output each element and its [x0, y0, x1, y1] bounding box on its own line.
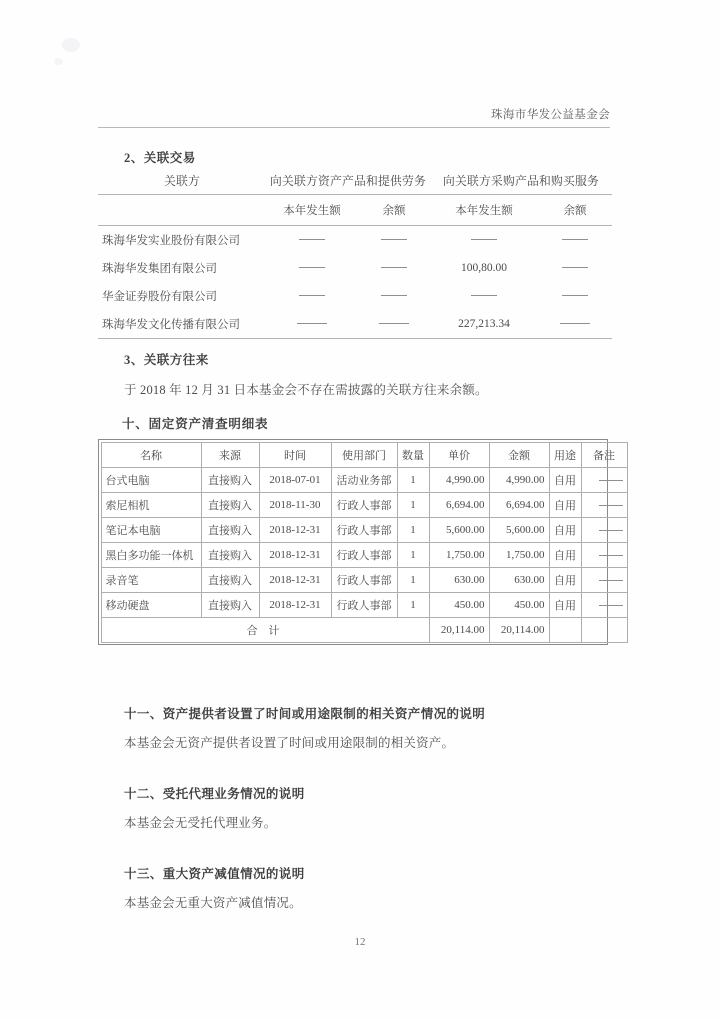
- em-dash-placeholder: [297, 323, 327, 324]
- asset-quantity: 1: [397, 567, 429, 592]
- asset-name: 台式电脑: [101, 467, 201, 492]
- subheader-sales-balance: 余额: [382, 205, 406, 217]
- column-header-4: 数量: [397, 442, 429, 467]
- section-3-body: 于 2018 年 12 月 31 日本基金会不存在需披露的关联方往来余额。: [124, 383, 488, 397]
- table-row: [98, 282, 612, 310]
- em-dash-placeholder: [471, 295, 497, 296]
- asset-source: 直接购入: [201, 467, 259, 492]
- asset-date: 2018-12-31: [259, 517, 331, 542]
- asset-name: 移动硬盘: [101, 592, 201, 617]
- section-3-title: 3、关联方往来: [124, 353, 209, 367]
- asset-unit-price: 6,694.00: [429, 492, 489, 517]
- asset-department: 行政人事部: [331, 542, 397, 567]
- related-party-name: 珠海华发集团有限公司: [102, 263, 217, 275]
- asset-quantity: 1: [397, 467, 429, 492]
- em-dash-placeholder: [562, 239, 588, 240]
- asset-remark: [581, 592, 627, 617]
- cell-purchases-balance: [538, 254, 612, 282]
- em-dash-placeholder: [299, 295, 325, 296]
- section-12-title: 十二、受托代理业务情况的说明: [124, 787, 305, 801]
- asset-department: 行政人事部: [331, 517, 397, 542]
- table-row: [98, 254, 612, 282]
- asset-department: 活动业务部: [331, 467, 397, 492]
- section-12-body: 本基金会无受托代理业务。: [124, 816, 277, 830]
- asset-unit-price: 5,600.00: [429, 517, 489, 542]
- column-header-8: 备注: [581, 442, 627, 467]
- column-header-2: 时间: [259, 442, 331, 467]
- cell-sales-current: [266, 282, 358, 310]
- asset-amount: 4,990.00: [489, 467, 549, 492]
- table-rule-row: [98, 338, 612, 339]
- subheader-blank: [98, 195, 266, 225]
- fixed-assets-footer: [101, 617, 627, 642]
- em-dash-placeholder: [381, 295, 407, 296]
- asset-quantity: 1: [397, 517, 429, 542]
- fixed-assets-rows: [101, 467, 627, 617]
- section-11-body: 本基金会无资产提供者设置了时间或用途限制的相关资产。: [124, 736, 455, 750]
- cell-sales-balance: [358, 226, 430, 254]
- cell-purchases-balance: [538, 226, 612, 254]
- column-header-sales: 向关联方资产产品和提供劳务: [270, 174, 426, 188]
- em-dash-placeholder: [471, 239, 497, 240]
- asset-usage: 自用: [549, 517, 581, 542]
- column-header-6: 金额: [489, 442, 549, 467]
- column-header-1: 来源: [201, 442, 259, 467]
- em-dash-placeholder: [562, 295, 588, 296]
- table-row: [98, 226, 612, 254]
- scan-artifact: [62, 38, 80, 52]
- total-remark: [581, 617, 627, 642]
- em-dash-placeholder: [379, 323, 409, 324]
- asset-source: 直接购入: [201, 592, 259, 617]
- cell-sales-current: [266, 254, 358, 282]
- asset-department: 行政人事部: [331, 492, 397, 517]
- remark-dash-placeholder: [599, 505, 623, 506]
- fixed-assets-table-frame: [98, 439, 615, 645]
- cell-sales-current: [266, 226, 358, 254]
- asset-date: 2018-12-31: [259, 592, 331, 617]
- remark-dash-placeholder: [599, 530, 623, 531]
- asset-name: 索尼相机: [101, 492, 201, 517]
- total-usage: [549, 617, 581, 642]
- em-dash-placeholder: [562, 267, 588, 268]
- remark-dash-placeholder: [599, 580, 623, 581]
- asset-usage: 自用: [549, 542, 581, 567]
- asset-usage: 自用: [549, 592, 581, 617]
- em-dash-placeholder: [299, 239, 325, 240]
- em-dash-placeholder: [381, 267, 407, 268]
- remark-dash-placeholder: [599, 555, 623, 556]
- total-label: 合 计: [101, 617, 429, 642]
- section-11-title: 十一、资产提供者设置了时间或用途限制的相关资产情况的说明: [124, 707, 486, 721]
- column-header-3: 使用部门: [331, 442, 397, 467]
- table-row: [101, 467, 627, 492]
- asset-quantity: 1: [397, 542, 429, 567]
- asset-quantity: 1: [397, 592, 429, 617]
- column-header-7: 用途: [549, 442, 581, 467]
- em-dash-placeholder: [560, 323, 590, 324]
- section-2-title: 2、关联交易: [124, 151, 196, 165]
- column-header-0: 名称: [101, 442, 201, 467]
- asset-usage: 自用: [549, 467, 581, 492]
- cell-sales-current: [266, 310, 358, 338]
- asset-date: 2018-11-30: [259, 492, 331, 517]
- asset-usage: 自用: [549, 567, 581, 592]
- asset-name: 黑白多功能一体机: [101, 542, 201, 567]
- asset-amount: 630.00: [489, 567, 549, 592]
- cell-purchases-balance: [538, 282, 612, 310]
- asset-quantity: 1: [397, 492, 429, 517]
- asset-unit-price: 4,990.00: [429, 467, 489, 492]
- total-amount: 20,114.00: [489, 617, 549, 642]
- fixed-assets-header: [101, 442, 627, 467]
- asset-amount: 1,750.00: [489, 542, 549, 567]
- table-group-header-row: [98, 172, 612, 194]
- table-subheader-row: [98, 195, 612, 225]
- asset-department: 行政人事部: [331, 592, 397, 617]
- cell-purchases-balance: [538, 310, 612, 338]
- asset-unit-price: 630.00: [429, 567, 489, 592]
- asset-remark: [581, 467, 627, 492]
- asset-unit-price: 450.00: [429, 592, 489, 617]
- asset-remark: [581, 542, 627, 567]
- cell-sales-balance: [358, 282, 430, 310]
- asset-department: 行政人事部: [331, 567, 397, 592]
- asset-date: 2018-07-01: [259, 467, 331, 492]
- asset-source: 直接购入: [201, 542, 259, 567]
- table-row: [98, 310, 612, 338]
- asset-source: 直接购入: [201, 517, 259, 542]
- table-header-row: [101, 442, 627, 467]
- table-total-row: [101, 617, 627, 642]
- asset-source: 直接购入: [201, 492, 259, 517]
- section-13-title: 十三、重大资产减值情况的说明: [124, 867, 305, 881]
- table-row: [101, 542, 627, 567]
- table-row: [101, 592, 627, 617]
- related-party-name: 珠海华发实业股份有限公司: [102, 235, 240, 247]
- asset-date: 2018-12-31: [259, 542, 331, 567]
- column-header-5: 单价: [429, 442, 489, 467]
- asset-name: 录音笔: [101, 567, 201, 592]
- remark-dash-placeholder: [599, 605, 623, 606]
- section-10-title: 十、固定资产清查明细表: [122, 417, 269, 431]
- column-header-party: 关联方: [164, 174, 200, 188]
- section-13-body: 本基金会无重大资产减值情况。: [124, 896, 302, 910]
- cell-purchases-current: [430, 282, 538, 310]
- cell-purchases-current: [430, 226, 538, 254]
- remark-dash-placeholder: [599, 480, 623, 481]
- total-unit-price: 20,114.00: [429, 617, 489, 642]
- table-row: [101, 492, 627, 517]
- table-row: [101, 567, 627, 592]
- cell-sales-balance: [358, 310, 430, 338]
- asset-source: 直接购入: [201, 567, 259, 592]
- asset-remark: [581, 517, 627, 542]
- column-header-purchases: 向关联方采购产品和购买服务: [443, 174, 599, 188]
- asset-date: 2018-12-31: [259, 567, 331, 592]
- asset-remark: [581, 567, 627, 592]
- header-divider: [98, 127, 610, 128]
- subheader-purchases-balance: 余额: [563, 205, 587, 217]
- cell-purchases-current: 227,213.34: [458, 318, 510, 330]
- page-number: 12: [354, 936, 366, 948]
- asset-amount: 450.00: [489, 592, 549, 617]
- asset-amount: 5,600.00: [489, 517, 549, 542]
- related-party-name: 珠海华发文化传播有限公司: [102, 319, 240, 331]
- related-party-name: 华金证券股份有限公司: [102, 291, 217, 303]
- related-party-rows: [98, 226, 612, 338]
- asset-remark: [581, 492, 627, 517]
- table-rule-bottom: [98, 338, 612, 339]
- fixed-assets-table: [101, 442, 628, 643]
- em-dash-placeholder: [299, 267, 325, 268]
- cell-sales-balance: [358, 254, 430, 282]
- asset-unit-price: 1,750.00: [429, 542, 489, 567]
- em-dash-placeholder: [381, 239, 407, 240]
- scan-artifact-secondary: [54, 58, 63, 65]
- subheader-sales-current: 本年发生额: [283, 205, 341, 217]
- table-row: [101, 517, 627, 542]
- cell-purchases-current: 100,80.00: [461, 262, 507, 274]
- related-party-transactions-table: [98, 172, 612, 339]
- asset-amount: 6,694.00: [489, 492, 549, 517]
- running-header: 珠海市华发公益基金会: [491, 109, 610, 121]
- asset-name: 笔记本电脑: [101, 517, 201, 542]
- asset-usage: 自用: [549, 492, 581, 517]
- subheader-purchases-current: 本年发生额: [455, 205, 513, 217]
